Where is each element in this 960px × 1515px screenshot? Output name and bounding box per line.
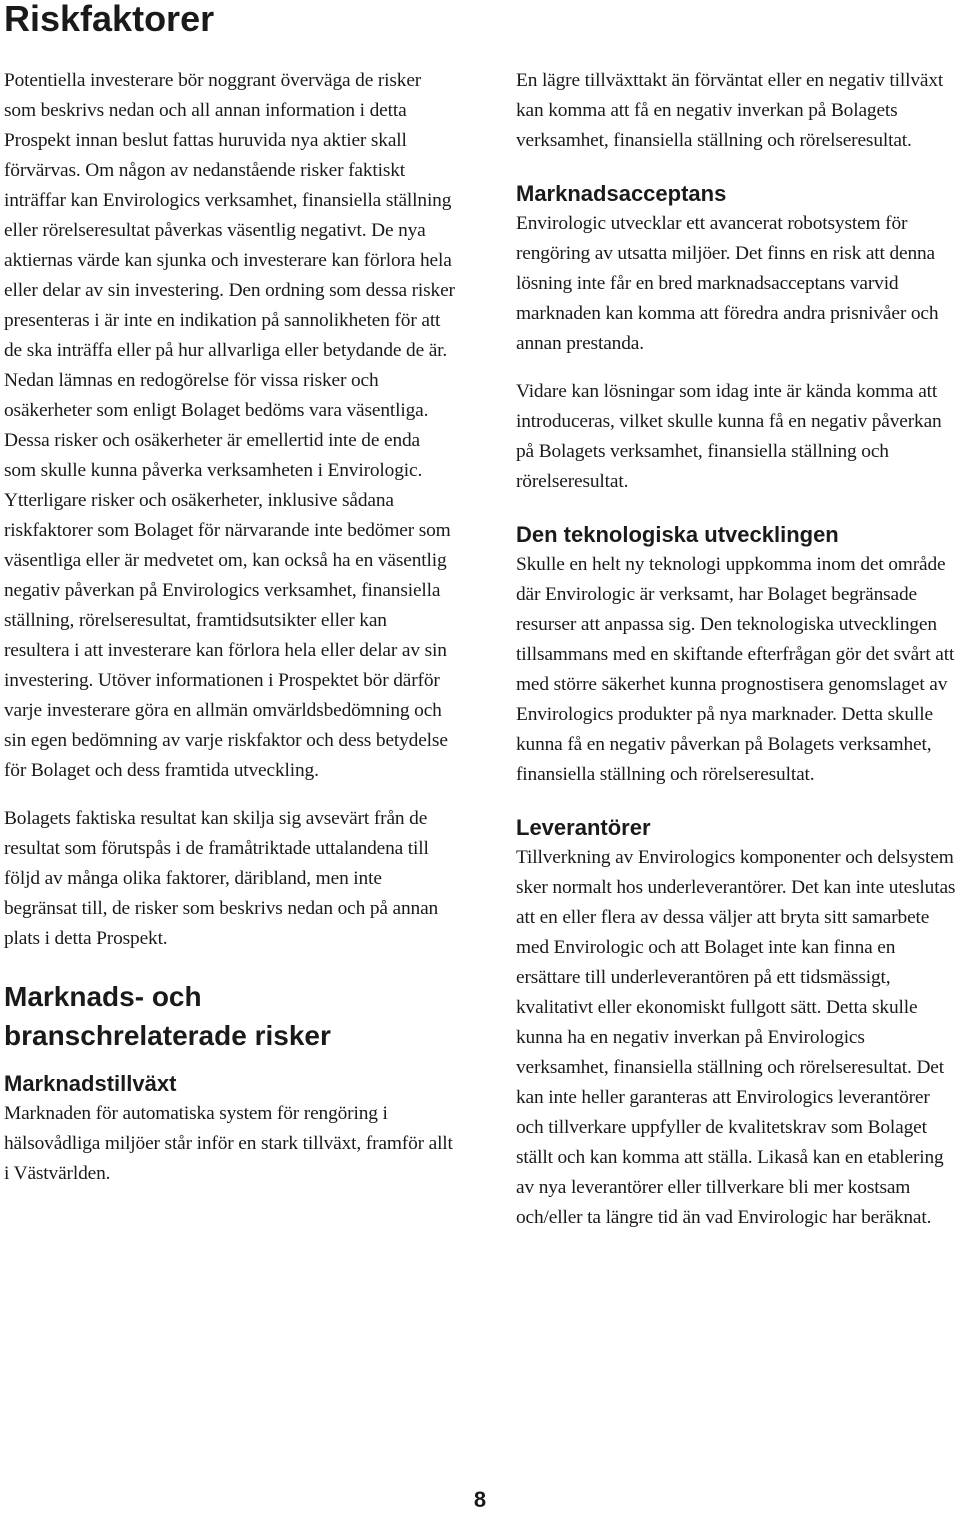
right-column [516,66,960,1233]
technology-paragraph: Skulle en helt ny teknologi uppkomma inom det område där Envirologic är verksamt, har Bolaget begränsade resurser att anpassa sig. Den teknologiska utvecklingen tillsammans med en skiftande efterfrågan gör det svårt att med större säkerhet kunna prognostisera genomslaget av Envirologics produkter på nya marknader. Detta skulle kunna få en negativ påverkan på Bolagets verksamhet, finansiella ställning och rörelseresultat. [516,554,955,785]
forward-looking-paragraph: Bolagets faktiska resultat kan skilja sig avsevärt från de resultat som förutspås i de framåtriktade uttalandena till följd av många olika faktorer, däribland, men inte begränsat till, de risker som beskrivs nedan och på annan plats i detta Prospekt. [4,808,439,949]
market-acceptance-paragraph: Envirologic utvecklar ett avancerat robotsystem för rengöring av utsatta miljöer. Det finns en risk att denna lösning inte får en bred marknadsacceptans varvid marknaden kan komma att föredra andra prisnivåer och annan prestanda. [516,213,939,354]
page-number: 8 [473,1487,487,1512]
subheading-suppliers: Leverantörer [516,815,651,840]
market-acceptance-paragraph-2: Vidare kan lösningar som idag inte är kända komma att introduceras, vilket skulle kunna få en negativ påverkan på Bolagets verksamhet, finansiella ställning och rörelseresultat. [516,381,942,492]
subheading-market-acceptance: Marknadsacceptans [516,181,727,206]
suppliers-paragraph: Tillverkning av Envirologics komponenter och delsystem sker normalt hos underleverantörer. Det kan inte uteslutas att en eller flera av dessa väljer att bryta sitt samarbete med Envirologic och att Bolaget inte kan finna en ersättare till underleverantören på ett tidsmässigt, kvalitativt eller ekonomiskt fullgott sätt. Detta skulle kunna ha en negativ inverkan på Envirologics verksamhet, finansiella ställning och rörelseresultat. Det kan inte heller garanteras att Envirologics leverantörer och tillverkare uppfyller de kvalitetskrav som Bolaget ställt och kan komma att ställa. Likaså kan en etablering av nya leverantörer eller tillverkare bli mer kostsam och/eller ta längre tid än vad Envirologic har beräknat. [516,847,956,1228]
section-heading-market-risks: Marknads- och branschrelaterade risker [4,981,331,1051]
intro-paragraph: Potentiella investerare bör noggrant överväga de risker som beskrivs nedan och all annan information i detta Prospekt innan beslut fattas huruvida nya aktier skall förvärvas. Om någon av nedanstående risker faktiskt inträffar kan Envirologics verksamhet, finansiella ställning eller rörelseresultat påverkas väsentlig negativt. De nya aktiernas värde kan sjunka och investerare kan förlora hela eller delar av sin investering. Den ordning som dessa risker presenteras i är inte en indikation på sannolikheten för att de ska inträffa eller på hur allvarliga eller betydande de är. Nedan lämnas en redogörelse för vissa risker och osäkerheter som enligt Bolaget bedöms vara väsentliga. Dessa risker och osäkerheter är emellertid inte de enda som skulle kunna påverka verksamheten i Envirologic. Ytterligare risker och osäkerheter, inklusive sådana riskfaktorer som Bolaget för närvarande inte bedömer som väsentliga eller är medvetet om, kan också ha en väsentlig negativ påverkan på Envirologics verksamhet, finansiella ställning, rörelseresultat, framtidsutsikter eller kan resultera i att investerare kan förlora hela eller delar av sin investering. Utöver informationen i Prospektet bör därför varje investerare göra en allmän omvärldsbedömning och sin egen bedömning av varje riskfaktor och dess betydelse för Bolaget och dess framtida utveckling. [4,70,455,781]
market-growth-paragraph: Marknaden för automatiska system för rengöring i hälsovådliga miljöer står inför en stark tillväxt, framför allt i Västvärlden. [4,1103,453,1184]
market-growth-continuation-paragraph: En lägre tillväxttakt än förväntat eller en negativ tillväxt kan komma att få en negativ inverkan på Bolagets verksamhet, finansiella ställning och rörelseresultat. [516,70,944,151]
subheading-technology: Den teknologiska utvecklingen [516,522,839,547]
page-title: Riskfaktorer [4,0,215,39]
subheading-market-growth: Marknadstillväxt [4,1071,177,1096]
left-column [4,66,456,1189]
